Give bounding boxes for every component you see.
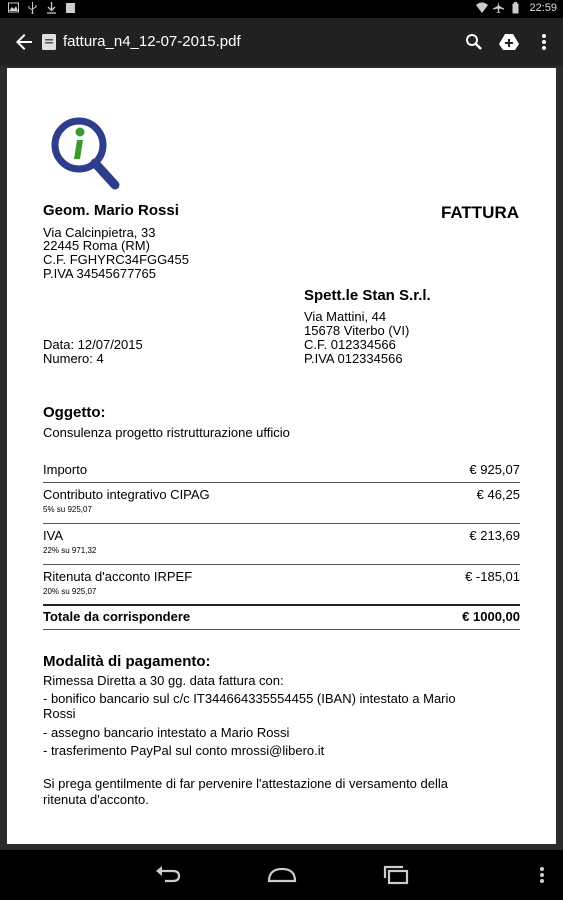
line-label: Contributo integrativo CIPAG: [43, 487, 210, 502]
sender-fiscal-code: C.F. FGHYRC34FGG455: [43, 252, 189, 267]
airplane-icon: [493, 2, 504, 14]
table-divider: [43, 604, 520, 606]
subject-heading: Oggetto:: [43, 404, 106, 421]
recipient-name: Spett.le Stan S.r.l.: [304, 287, 431, 304]
menu-icon[interactable]: [530, 863, 554, 887]
total-amount: € 1000,00: [462, 609, 520, 624]
document-title: fattura_n4_12-07-2015.pdf: [63, 33, 241, 50]
closing-line: ritenuta d'acconto.: [43, 792, 149, 807]
payment-line: - trasferimento PayPal sul conto mrossi@libero.it: [43, 743, 325, 758]
line-note: 5% su 925,07: [43, 505, 92, 514]
recipient-fiscal-code: C.F. 012334566: [304, 337, 396, 352]
payment-line: - assegno bancario intestato a Mario Rossi: [43, 725, 290, 740]
image-icon: [8, 2, 19, 14]
line-amount: € 925,07: [469, 462, 520, 477]
sender-name: Geom. Mario Rossi: [43, 202, 179, 219]
table-divider: [43, 482, 520, 483]
sender-address-line2: 22445 Roma (RM): [43, 238, 150, 253]
back-arrow-icon[interactable]: [12, 30, 36, 54]
invoice-date: Data: 12/07/2015: [43, 337, 143, 352]
download-icon: [46, 2, 57, 14]
system-nav-bar: [0, 850, 563, 900]
pdf-file-icon: [42, 34, 56, 50]
recipient-address-line1: Via Mattini, 44: [304, 309, 387, 324]
subject-text: Consulenza progetto ristrutturazione ufficio: [43, 425, 290, 440]
usb-icon: [27, 2, 38, 14]
battery-icon: [510, 2, 521, 14]
payment-line: Rossi: [43, 706, 76, 721]
more-vert-icon[interactable]: [532, 30, 556, 54]
line-label: Importo: [43, 462, 88, 477]
google-drive-add-icon[interactable]: [497, 30, 521, 54]
line-label: Ritenuta d'acconto IRPEF: [43, 569, 193, 584]
sender-vat-number: P.IVA 34545677765: [43, 266, 157, 281]
status-bar: [0, 0, 563, 18]
table-divider: [43, 564, 520, 565]
storage-icon: [65, 2, 76, 14]
pdf-page[interactable]: [7, 68, 556, 844]
line-amount: € 213,69: [469, 528, 520, 543]
wifi-icon: [476, 2, 487, 14]
table-divider: [43, 523, 520, 524]
document-type: FATTURA: [440, 203, 519, 222]
recipient-address-line2: 15678 Viterbo (VI): [304, 323, 410, 338]
invoice-number: Numero: 4: [43, 351, 104, 366]
total-label: Totale da corrispondere: [43, 609, 191, 624]
company-logo: [47, 113, 127, 193]
payment-heading: Modalità di pagamento:: [43, 653, 211, 670]
recents-icon[interactable]: [381, 863, 411, 887]
sender-address-line1: Via Calcinpietra, 33: [43, 225, 156, 240]
home-icon[interactable]: [267, 863, 297, 887]
line-amount: € 46,25: [476, 487, 520, 502]
app-toolbar: [0, 18, 563, 66]
table-divider: [43, 629, 520, 630]
line-note: 20% su 925,07: [43, 587, 97, 596]
line-note: 22% su 971,32: [43, 546, 97, 555]
payment-line: Rimessa Diretta a 30 gg. data fattura con:: [43, 673, 284, 688]
status-time: 22:59: [529, 2, 557, 14]
line-amount: € -185,01: [465, 569, 520, 584]
line-label: IVA: [43, 528, 63, 543]
back-icon[interactable]: [153, 863, 183, 887]
recipient-vat-number: P.IVA 012334566: [304, 351, 403, 366]
closing-line: Si prega gentilmente di far pervenire l'attestazione di versamento della: [43, 776, 448, 791]
payment-line: - bonifico bancario sul c/c IT344664335554455 (IBAN) intestato a Mario: [43, 691, 456, 706]
search-icon[interactable]: [462, 30, 486, 54]
